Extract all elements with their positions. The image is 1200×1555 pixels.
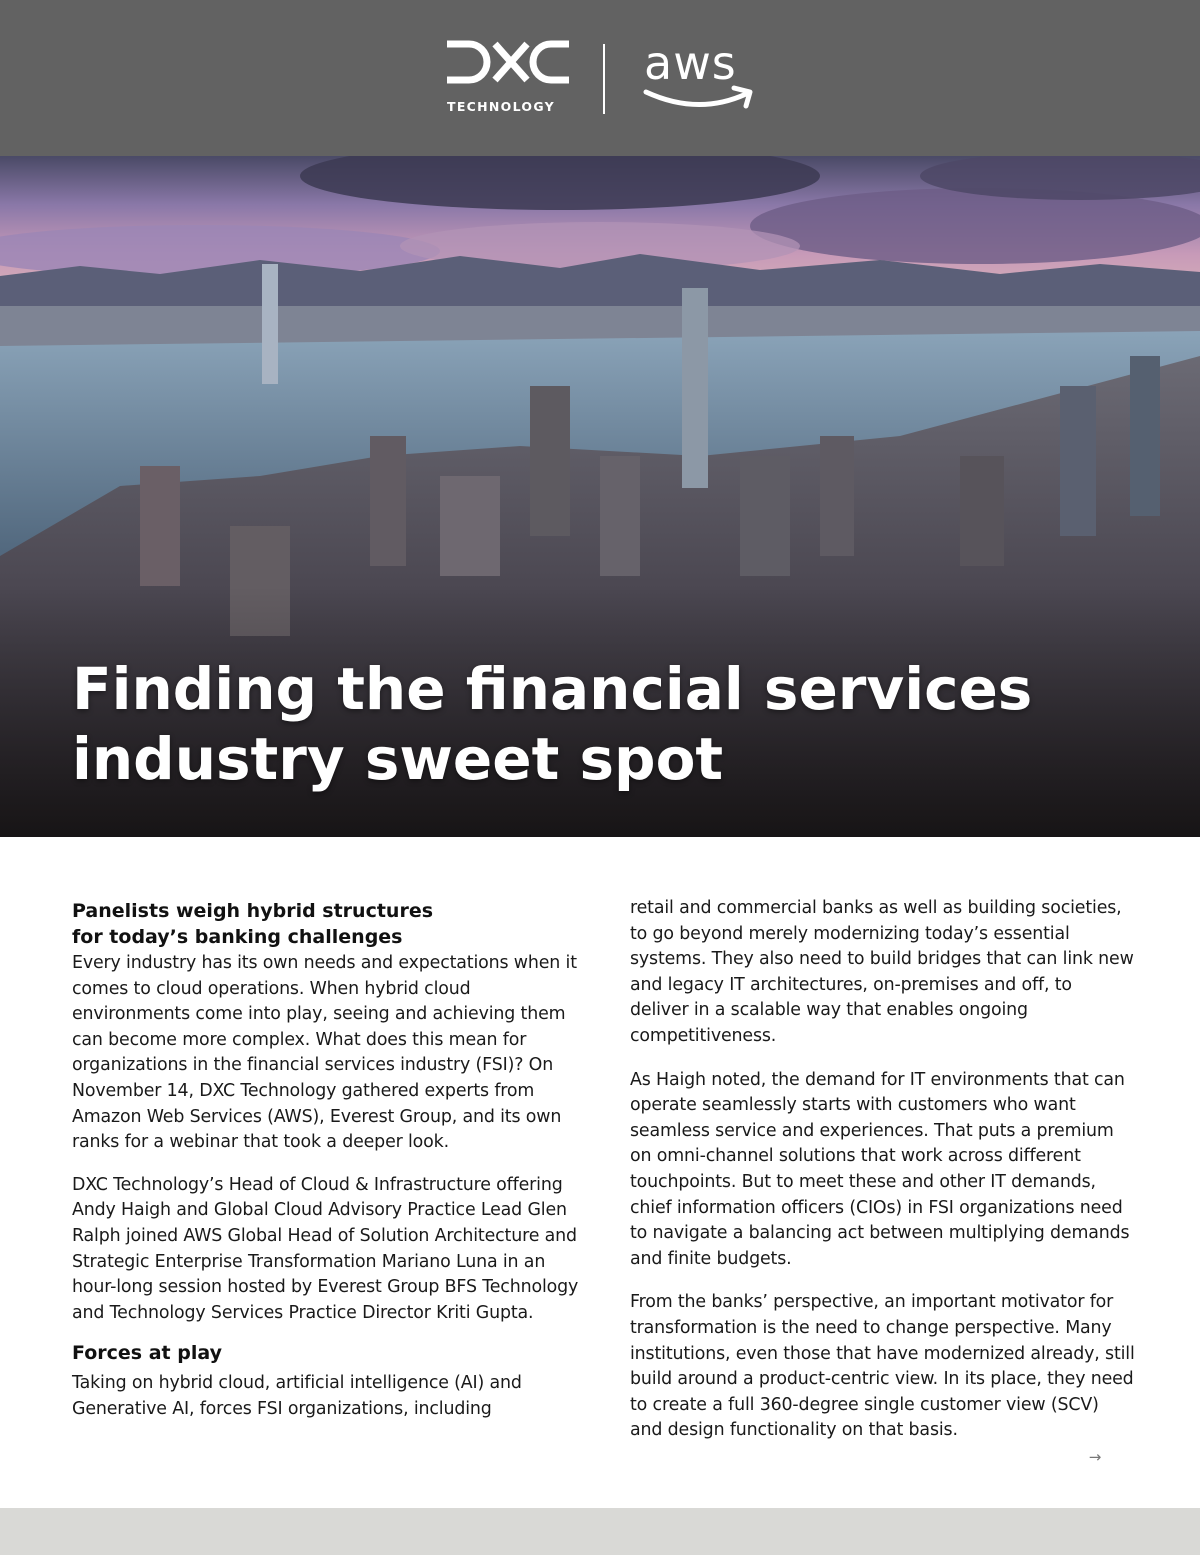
aws-logo-text: aws bbox=[644, 36, 737, 90]
paragraph-haigh: As Haigh noted, the demand for IT environments that can operate seamlessly starts with customers who want seamless service and experiences. That puts a premium on omni-channel solutions that work across different touchpoints. But to meet these and other IT demands, chief information officers (CIOs) in FSI organizations need to navigate a balancing act between multiplying demands and finite budgets. bbox=[630, 1069, 1130, 1269]
aws-smile-arrow-icon bbox=[642, 84, 758, 114]
page-title bbox=[72, 654, 1172, 794]
paragraph-banks-perspective: From the banks’ perspective, an important motivator for transformation is the need to change perspective. Many institutions, even those that have modernized already, still build around a product-centric view. In its place, they need to create a full 360-degree single customer view (SCV) and design functionality on that basis. bbox=[630, 1292, 1135, 1441]
dxc-logo-subtext: TECHNOLOGY bbox=[447, 99, 555, 114]
paragraph-forces-continued: retail and commercial banks as well as building societies, to go beyond merely modernizing today’s essential systems. They also need to build bridges that can link new and legacy IT architectures, on-premises and off, to deliver in a scalable way that enables ongoing competitiveness. bbox=[630, 898, 1134, 1046]
hero-section bbox=[0, 156, 1200, 837]
section-heading-forces-at-play: Forces at play bbox=[72, 1342, 222, 1365]
section-heading-panelists bbox=[72, 898, 580, 950]
dxc-technology-logo bbox=[445, 40, 575, 116]
article-column-right bbox=[630, 898, 1135, 1444]
paragraph-panelists: DXC Technology’s Head of Cloud & Infrastructure offering Andy Haigh and Global Cloud Advisory Practice Lead Glen Ralph joined AWS Global Head of Solution Architecture and Strategic Enterprise Transformation Mariano Luna in an hour-long session hosted by Everest Group BFS Technology and Technology Services Practice Director Kriti Gupta. bbox=[72, 1174, 579, 1323]
article-column-left bbox=[72, 898, 580, 1423]
paragraph-forces-at-play: Taking on hybrid cloud, artificial intelligence (AI) and Generative AI, forces FSI organizations, including bbox=[72, 1373, 522, 1419]
paragraph-intro: Every industry has its own needs and expectations when it comes to cloud operations. When hybrid cloud environments come into play, seeing and achieving them can become more complex. What does this mean for organizations in the financial services industry (FSI)? On November 14, DXC Technology gathered experts from Amazon Web Services (AWS), Everest Group, and its own ranks for a webinar that took a deeper look. bbox=[72, 953, 577, 1153]
header-band bbox=[0, 0, 1200, 156]
logo-divider bbox=[603, 44, 605, 114]
section-heading-line-2: for today’s banking challenges bbox=[72, 926, 403, 948]
dxc-logo-mark-icon bbox=[445, 40, 571, 84]
page-title-line-1: Finding the financial services bbox=[72, 655, 1033, 723]
next-page-arrow-icon[interactable]: → bbox=[1088, 1448, 1102, 1466]
footer-band bbox=[0, 1508, 1200, 1555]
section-heading-line-1: Panelists weigh hybrid structures bbox=[72, 900, 434, 922]
page-title-line-2: industry sweet spot bbox=[72, 725, 724, 793]
aws-logo bbox=[638, 36, 758, 120]
